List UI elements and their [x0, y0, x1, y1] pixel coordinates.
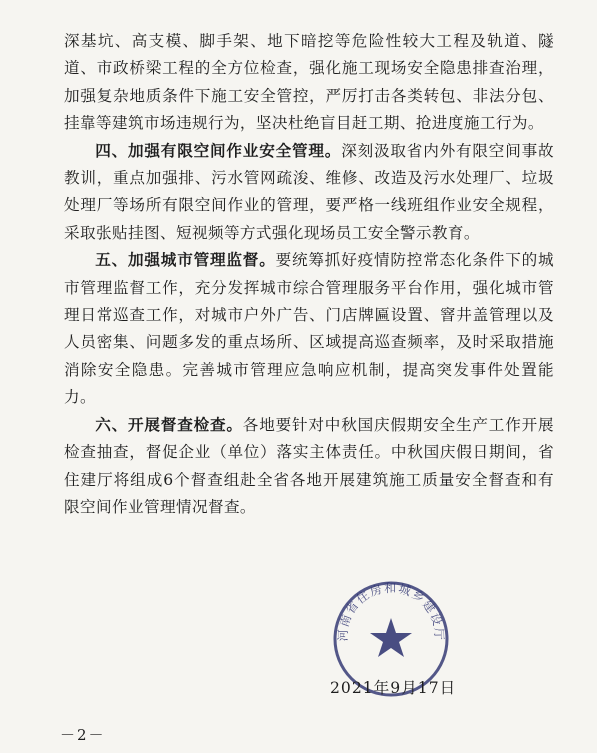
- paragraph-continuation: [64, 28, 554, 138]
- paragraph-section-5: [64, 247, 554, 411]
- section-heading: 四、加强有限空间作业安全管理。: [95, 141, 342, 160]
- document-body: [64, 28, 554, 521]
- paragraph-section-6: [64, 412, 554, 522]
- paragraph-text: 要统筹抓好疫情防控常态化条件下的城市管理监督工作，充分发挥城市综合管理服务平台作用，强化城市管理日常巡查工作，对城市户外广告、门店牌匾设置、窨井盖管理以及人员密集、问题多发的重点场所、区域提高巡查频率，及时采取措施消除安全隐患。完善城市管理应急响应机制，提高突发事件处置能力。: [64, 251, 554, 407]
- svg-text:河南省住房和城乡建设厅: 河南省住房和城乡建设厅: [335, 581, 447, 642]
- section-heading: 五、加强城市管理监督。: [95, 251, 276, 270]
- section-heading: 六、开展督查检查。: [95, 415, 243, 434]
- paragraph-text: 各地要针对中秋国庆假期安全生产工作开展检查抽查，督促企业（单位）落实主体责任。中秋国庆假日期间，省住建厅将组成6个督查组赴全省各地开展建筑施工质量安全督查和有限空间作业管理情况督查。: [64, 415, 554, 516]
- paragraph-text: 深基坑、高支模、脚手架、地下暗挖等危险性较大工程及轨道、隧道、市政桥梁工程的全方位检查，强化施工现场安全隐患排查治理，加强复杂地质条件下施工安全管控，严厉打击各类转包、非法分包、挂靠等建筑市场违规行为，坚决杜绝盲目赶工期、抢进度施工行为。: [64, 32, 554, 133]
- page-number: －2－: [60, 726, 106, 744]
- paragraph-text: 深刻汲取省内外有限空间事故教训，重点加强排、污水管网疏浚、维修、改造及污水处理厂、垃圾处理厂等场所有限空间作业的管理，要严格一线班组作业安全规程，采取张贴挂图、短视频等方式强化现场员工安全警示教育。: [64, 141, 554, 242]
- signature-date: 2021年9月17日: [330, 679, 457, 697]
- paragraph-section-4: [64, 138, 554, 248]
